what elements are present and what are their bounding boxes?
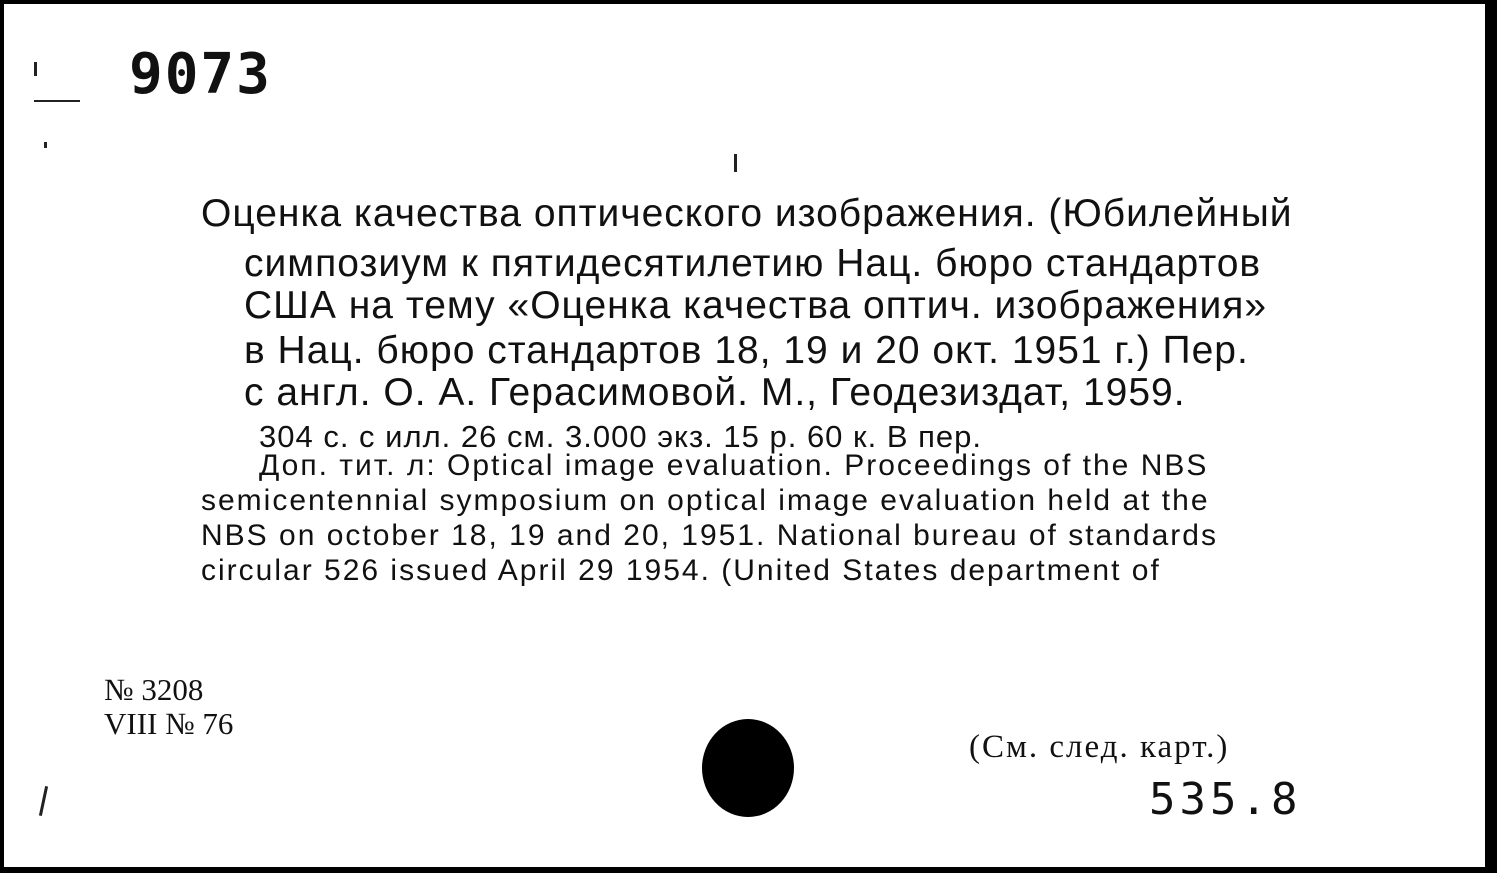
series-number: VIII № 76 [104,706,234,741]
title-line: симпозиум к пятидесятилетию Нац. бюро стандартов [244,242,1262,285]
accession-number: № 3208 [104,672,204,707]
parallel-title-line: NBS on october 18, 19 and 20, 1951. National bureau of standards [201,519,1218,552]
title-line: Оценка качества оптического изображения. (Юбилейный [201,192,1293,235]
edge-mark [39,786,48,816]
collation-line: 304 с. с илл. 26 см. 3.000 экз. 15 р. 60 к. В пер. [259,419,982,454]
punch-hole [702,719,794,817]
parallel-title-line: semicentennial symposium on optical image evaluation held at the [201,484,1210,517]
edge-mark [34,100,80,102]
catalog-card [4,4,1493,867]
title-line: с англ. О. А. Герасимовой. М., Геодезиздат, 1959. [244,371,1186,414]
handwritten-number: 9073 [129,42,272,107]
edge-mark [734,154,737,172]
edge-mark [34,62,37,76]
parallel-title-line: circular 526 issued April 29 1954. (United States department of [201,554,1161,587]
title-line: США на тему «Оценка качества оптич. изображения» [244,284,1268,327]
call-number: 535.8 [1149,774,1302,825]
edge-mark [44,142,47,148]
parallel-title-line: Доп. тит. л: Optical image evaluation. Proceedings of the NBS [259,449,1209,482]
continuation-note: (См. след. карт.) [969,729,1230,765]
title-line: в Нац. бюро стандартов 18, 19 и 20 окт. 1951 г.) Пер. [244,329,1249,372]
